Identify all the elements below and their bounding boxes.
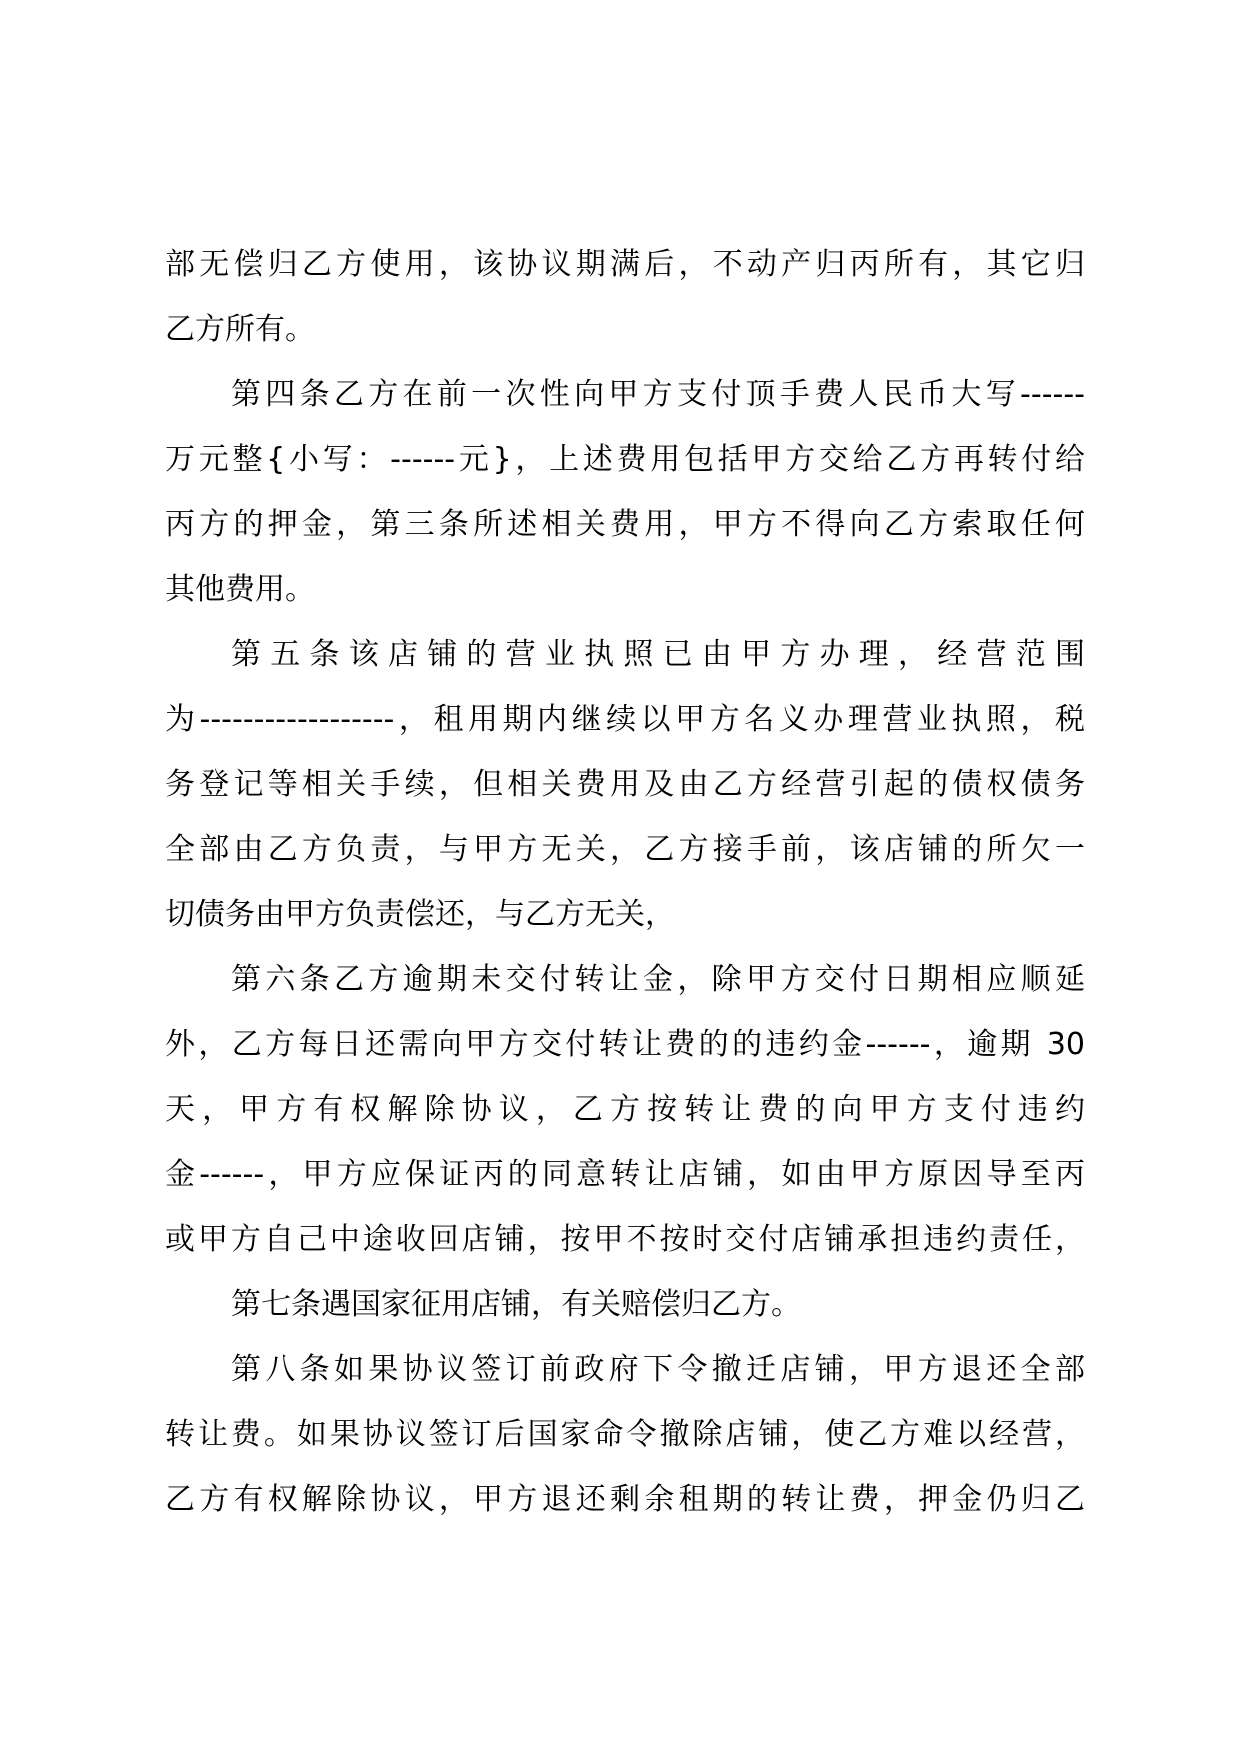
text-line: 全部由乙方负责，与甲方无关，乙方接手前，该店铺的所欠一 xyxy=(165,832,1085,867)
text-line: 金------，甲方应保证丙的同意转让店铺，如由甲方原因导至丙 xyxy=(165,1157,1085,1192)
text-line: 乙方有权解除协议，甲方退还剩余租期的转让费，押金仍归乙 xyxy=(165,1482,1085,1517)
text-line: 外，乙方每日还需向甲方交付转让费的的违约金------，逾期 30 xyxy=(165,1027,1085,1062)
text-line: 务登记等相关手续，但相关费用及由乙方经营引起的债权债务 xyxy=(165,767,1085,802)
text-line: 切债务由甲方负责偿还，与乙方无关， xyxy=(165,897,675,932)
text-line: 乙方所有。 xyxy=(165,312,315,347)
text-line: 部无偿归乙方使用，该协议期满后，不动产归丙所有，其它归 xyxy=(165,247,1085,282)
article-4-heading-line: 第四条乙方在前一次性向甲方支付顶手费人民币大写------ xyxy=(231,377,1085,412)
text-line: 其他费用。 xyxy=(165,572,315,607)
article-8-heading-line: 第八条如果协议签订前政府下令撤迁店铺，甲方退还全部 xyxy=(231,1352,1085,1387)
article-5-heading-line: 第五条该店铺的营业执照已由甲方办理，经营范围 xyxy=(231,637,1085,672)
text-line: 转让费。如果协议签订后国家命令撤除店铺，使乙方难以经营， xyxy=(165,1417,1085,1452)
article-6-heading-line: 第六条乙方逾期未交付转让金，除甲方交付日期相应顺延 xyxy=(231,962,1085,997)
text-line: 为------------------，租用期内继续以甲方名义办理营业执照，税 xyxy=(165,702,1085,737)
text-line: 或甲方自己中途收回店铺，按甲不按时交付店铺承担违约责任， xyxy=(165,1222,1085,1257)
article-7-line: 第七条遇国家征用店铺，有关赔偿归乙方。 xyxy=(231,1287,801,1322)
text-line: 天，甲方有权解除协议，乙方按转让费的向甲方支付违约 xyxy=(165,1092,1085,1127)
text-line: 万元整{小写：------元}，上述费用包括甲方交给乙方再转付给 xyxy=(165,442,1085,477)
text-line: 丙方的押金，第三条所述相关费用，甲方不得向乙方索取任何 xyxy=(165,507,1085,542)
document-body xyxy=(165,232,1085,1532)
